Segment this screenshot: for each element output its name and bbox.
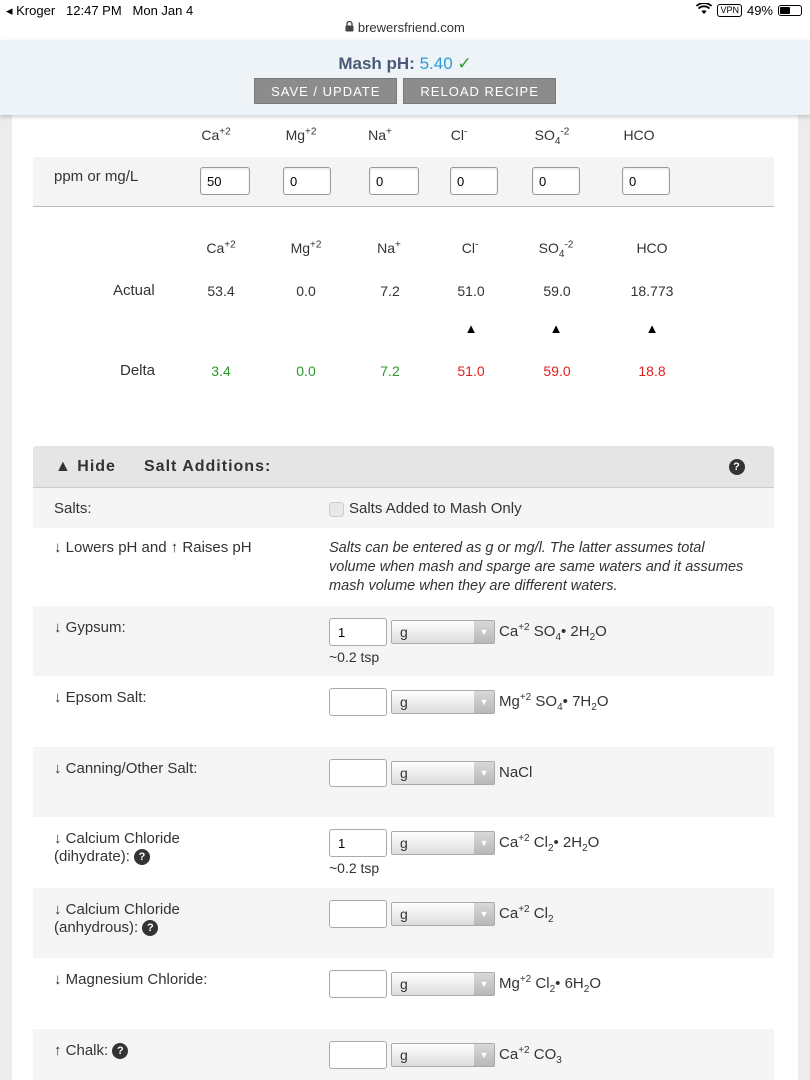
mgcl-label: ↓ Magnesium Chloride: bbox=[54, 971, 208, 988]
target-hco-input[interactable]: 0 bbox=[622, 167, 670, 195]
chevron-down-icon: ▼ bbox=[474, 621, 494, 643]
help-icon[interactable]: ? bbox=[112, 1043, 128, 1059]
ion-header-hco: HCO bbox=[623, 127, 655, 143]
reload-recipe-button[interactable]: RELOAD RECIPE bbox=[403, 78, 555, 104]
help-icon[interactable]: ? bbox=[729, 459, 745, 475]
epsom-unit-select[interactable]: g ▼ bbox=[391, 690, 495, 714]
status-right bbox=[696, 3, 802, 18]
result-header-so4: $SO_4^{-2}$ bbox=[538, 239, 574, 260]
mash-ph-display bbox=[0, 54, 810, 74]
cacl-anhydrous-formula: $Ca^{+2}$ $Cl_2$ bbox=[499, 904, 554, 925]
salts-note: Salts can be entered as g or mg/l. The latter assumes total volume when mash and sparge are same waters and it assumes mash volume when they are different waters. bbox=[329, 540, 744, 594]
cacl-dihydrate-formula: $Ca^{+2}$ $Cl_2•$ $2H_2O$ bbox=[499, 833, 600, 854]
target-na-input[interactable]: 0 bbox=[369, 167, 419, 195]
cacl-dihydrate-unit-select[interactable]: g ▼ bbox=[391, 831, 495, 855]
canning-label: ↓ Canning/Other Salt: bbox=[54, 760, 198, 777]
epsom-formula: $Mg^{+2}$ $SO_4•$ $7H_2O$ bbox=[499, 692, 609, 713]
ppm-row-label: ppm or mg/L bbox=[54, 168, 139, 185]
gypsum-label: ↓ Gypsum: bbox=[54, 619, 126, 636]
gypsum-tsp: ~0.2 tsp bbox=[329, 649, 380, 665]
mash-ph-header bbox=[0, 40, 810, 115]
gypsum-amount-input[interactable]: 1 bbox=[329, 618, 387, 646]
chevron-down-icon: ▼ bbox=[474, 691, 494, 713]
so4-up-arrow-icon: ▲ bbox=[549, 321, 563, 336]
chevron-down-icon: ▼ bbox=[474, 832, 494, 854]
target-mg-input[interactable]: 0 bbox=[283, 167, 331, 195]
mgcl-unit-select[interactable]: g ▼ bbox=[391, 972, 495, 996]
vpn-badge: VPN bbox=[717, 4, 742, 17]
actual-so4: 59.0 bbox=[543, 283, 571, 299]
delta-cl: 51.0 bbox=[457, 363, 485, 379]
target-ca-input[interactable]: 50 bbox=[200, 167, 250, 195]
ion-header-na: Na+ bbox=[368, 126, 392, 143]
battery-icon bbox=[778, 5, 802, 16]
delta-ca: 3.4 bbox=[211, 363, 231, 379]
target-so4-input[interactable]: 0 bbox=[532, 167, 580, 195]
mash-ph-label: Mash pH: bbox=[338, 54, 415, 73]
cacl-dihydrate-label: ↓ Calcium Chloride (dihydrate): ? bbox=[54, 830, 180, 865]
mgcl-amount-input[interactable] bbox=[329, 970, 387, 998]
canning-formula: NaCl bbox=[499, 764, 533, 781]
salt-row-cacl-anhydrous bbox=[33, 888, 774, 958]
actual-hco: 18.773 bbox=[630, 283, 674, 299]
mgcl-formula: $Mg^{+2}$ $Cl_2•$ $6H_2O$ bbox=[499, 974, 601, 995]
cl-up-arrow-icon: ▲ bbox=[464, 321, 478, 336]
status-time: 12:47 PM bbox=[66, 3, 122, 18]
salts-legend-row bbox=[33, 528, 774, 606]
chevron-down-icon: ▼ bbox=[474, 1044, 494, 1066]
cacl-anhydrous-amount-input[interactable] bbox=[329, 900, 387, 928]
salt-row-cacl-dihydrate bbox=[33, 817, 774, 888]
ion-header-cl: Cl- bbox=[450, 126, 468, 143]
salts-label: Salts: bbox=[54, 500, 92, 517]
actual-label: Actual bbox=[113, 282, 155, 299]
ion-header-mg: $Mg^{+2}$ bbox=[285, 126, 317, 143]
chalk-unit-select[interactable]: g ▼ bbox=[391, 1043, 495, 1067]
salt-row-epsom bbox=[33, 676, 774, 747]
url-text: brewersfriend.com bbox=[357, 20, 465, 35]
mash-only-option[interactable] bbox=[329, 500, 522, 517]
hide-toggle[interactable]: ▲ Hide bbox=[55, 458, 116, 475]
check-icon: ✓ bbox=[457, 54, 472, 73]
actual-ca: 53.4 bbox=[207, 283, 235, 299]
mash-only-label: Salts Added to Mash Only bbox=[349, 500, 522, 517]
salt-row-gypsum bbox=[33, 606, 774, 676]
mash-only-checkbox[interactable] bbox=[329, 502, 344, 517]
gypsum-unit-select[interactable]: g ▼ bbox=[391, 620, 495, 644]
ion-header-ca: $Ca^{+2}$ bbox=[201, 126, 231, 143]
url-bar[interactable] bbox=[0, 20, 810, 40]
actual-na: 7.2 bbox=[380, 283, 400, 299]
salt-additions-header bbox=[33, 446, 774, 488]
gypsum-formula: $Ca^{+2}$ $SO_4•$ $2H_2O$ bbox=[499, 622, 607, 643]
cacl-anhydrous-unit-select[interactable]: g ▼ bbox=[391, 902, 495, 926]
delta-mg: 0.0 bbox=[296, 363, 316, 379]
result-header-cl: Cl- bbox=[461, 239, 479, 256]
delta-label: Delta bbox=[120, 362, 156, 379]
ph-legend: ↓ Lowers pH and ↑ Raises pH bbox=[54, 539, 252, 556]
save-update-button[interactable]: SAVE / UPDATE bbox=[254, 78, 397, 104]
status-bar bbox=[0, 0, 810, 20]
help-icon[interactable]: ? bbox=[134, 849, 150, 865]
result-header-mg: $Mg^{+2}$ bbox=[290, 239, 322, 256]
delta-hco: 18.8 bbox=[638, 363, 666, 379]
cacl-anhydrous-label: ↓ Calcium Chloride (anhydrous): ? bbox=[54, 901, 180, 936]
result-header-hco: HCO bbox=[636, 240, 668, 256]
chalk-label: ↑ Chalk: ? bbox=[54, 1042, 128, 1060]
battery-percent: 49% bbox=[746, 3, 773, 18]
status-date: Mon Jan 4 bbox=[132, 3, 194, 18]
salt-additions-panel bbox=[33, 446, 774, 1080]
chalk-formula: $Ca^{+2}$ $CO_3$ bbox=[499, 1045, 562, 1066]
salt-row-mgcl bbox=[33, 958, 774, 1029]
target-ppm-row bbox=[33, 157, 774, 207]
epsom-label: ↓ Epsom Salt: bbox=[54, 689, 147, 706]
result-header-na: Na+ bbox=[377, 239, 401, 256]
status-left bbox=[6, 3, 193, 19]
salt-row-chalk bbox=[33, 1029, 774, 1080]
actual-cl: 51.0 bbox=[457, 283, 485, 299]
delta-so4: 59.0 bbox=[543, 363, 571, 379]
cacl-dihydrate-tsp: ~0.2 tsp bbox=[329, 860, 380, 876]
salt-additions-title: Salt Additions: bbox=[144, 458, 272, 475]
salt-row-canning bbox=[33, 747, 774, 817]
lock-icon bbox=[345, 20, 358, 35]
canning-unit-select[interactable]: g ▼ bbox=[391, 761, 495, 785]
epsom-amount-input[interactable] bbox=[329, 688, 387, 716]
chevron-down-icon: ▼ bbox=[474, 762, 494, 784]
hco-up-arrow-icon: ▲ bbox=[645, 321, 659, 336]
chevron-down-icon: ▼ bbox=[474, 903, 494, 925]
actual-mg: 0.0 bbox=[296, 283, 316, 299]
chevron-down-icon: ▼ bbox=[474, 973, 494, 995]
chalk-amount-input[interactable] bbox=[329, 1041, 387, 1069]
back-to-app-link[interactable]: ◂ Kroger bbox=[6, 3, 56, 18]
salts-options-row bbox=[33, 488, 774, 528]
ion-header-so4: $SO_4^{-2}$ bbox=[534, 126, 570, 147]
result-header-ca: $Ca^{+2}$ bbox=[206, 239, 236, 256]
cacl-dihydrate-amount-input[interactable]: 1 bbox=[329, 829, 387, 857]
water-chemistry-page bbox=[12, 115, 798, 1080]
help-icon[interactable]: ? bbox=[142, 920, 158, 936]
target-cl-input[interactable]: 0 bbox=[450, 167, 498, 195]
canning-amount-input[interactable] bbox=[329, 759, 387, 787]
wifi-icon bbox=[696, 3, 712, 18]
mash-ph-value: 5.40 bbox=[419, 54, 453, 73]
delta-na: 7.2 bbox=[380, 363, 400, 379]
